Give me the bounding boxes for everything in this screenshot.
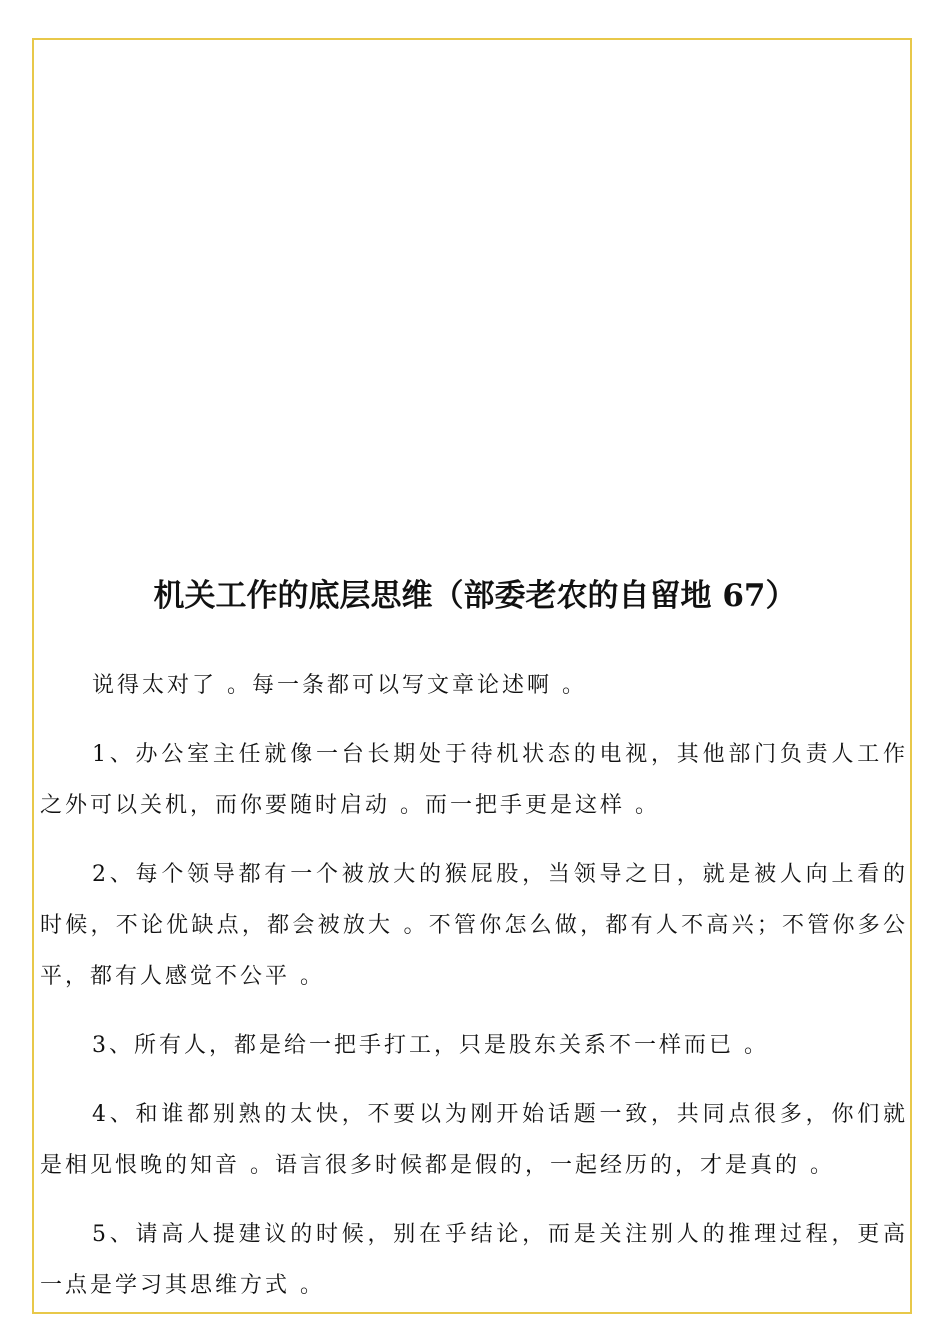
document-body [40,660,908,1329]
document-title: 机关工作的底层思维（部委老农的自留地 67） [153,578,797,614]
paragraph-item-1: 1、办公室主任就像一台长期处于待机状态的电视，其他部门负责人工作之外可以关机，而你要随时启动 。而一把手更是这样 。 [40,742,908,818]
paragraph-item-4: 4、和谁都别熟的太快，不要以为刚开始话题一致，共同点很多，你们就是相见恨晚的知音 。语言很多时候都是假的，一起经历的，才是真的 。 [40,1102,908,1178]
paragraph-item-3: 3、所有人，都是给一把手打工，只是股东关系不一样而已 。 [92,1033,769,1058]
paragraph-item-5: 5、请高人提建议的时候，别在乎结论，而是关注别人的推理过程，更高一点是学习其思维方式 。 [40,1222,908,1298]
paragraph-item-2: 2、每个领导都有一个被放大的猴屁股，当领导之日，就是被人向上看的时候，不论优缺点，都会被放大 。不管你怎么做，都有人不高兴；不管你多公平，都有人感觉不公平 。 [40,862,908,989]
paragraph-intro: 说得太对了 。每一条都可以写文章论述啊 。 [92,673,587,698]
